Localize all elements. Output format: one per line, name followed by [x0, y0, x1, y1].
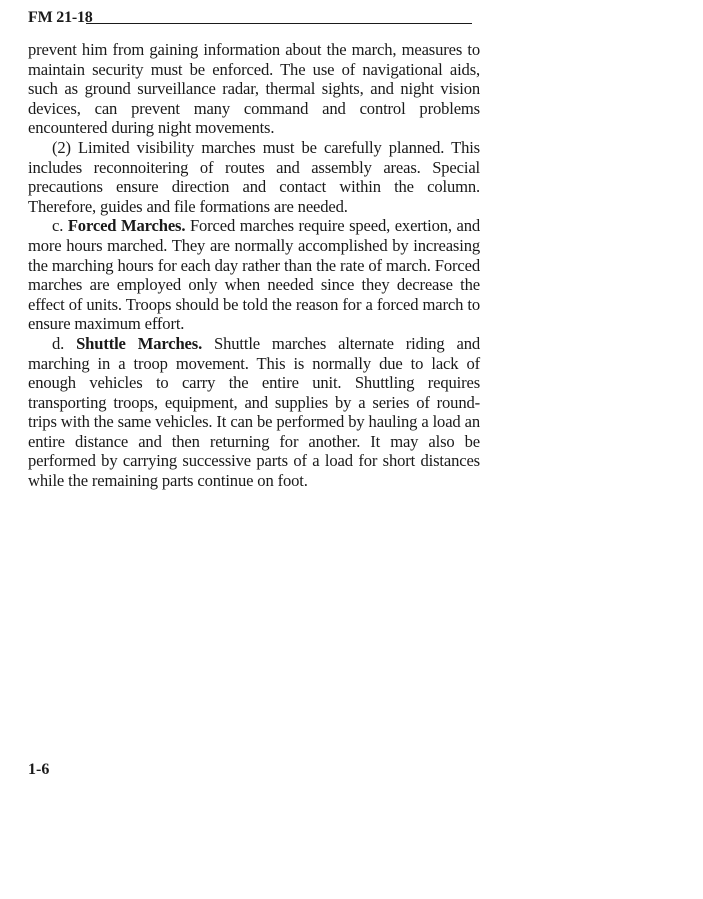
- paragraph-security: prevent him from gaining information about the march, measures to maintain security must be enforced. The use of navigational aids, such as ground surveillance radar, thermal sights, and night vision devices, can prevent many command and control problems encountered during night movements.: [28, 40, 480, 138]
- paragraph-label: c.: [52, 216, 68, 236]
- paragraph-body: Forced marches require speed, exertion, and more hours marched. They are normally accomplished by increasing the marching hours for each day rather than the rate of march. Forced marches are employed only when needed since they decrease the effect of units. Troops should be told the reason for a forced march to ensure maximum effort.: [28, 216, 480, 334]
- paragraph-forced-marches: [28, 216, 480, 334]
- paragraph-shuttle-marches: [28, 334, 480, 491]
- section-heading-forced-marches: Forced Marches.: [67, 216, 186, 236]
- body-text: [28, 40, 480, 491]
- paragraph-body: Shuttle marches alternate riding and marching in a troop movement. This is normally due to lack of enough vehicles to carry the entire unit. Shuttling requires transporting troops, equipment, and supplies by a series of round-trips with the same vehicles. It can be performed by hauling a load an entire distance and then returning for another. It may also be performed by carrying successive parts of a load for short distances while the remaining parts continue on foot.: [28, 333, 480, 491]
- paragraph-limited-visibility: (2) Limited visibility marches must be carefully planned. This includes reconnoitering of routes and assembly areas. Special precautions ensure direction and contact within the column. Therefore, guides and file formations are needed.: [28, 137, 480, 216]
- section-heading-shuttle-marches: Shuttle Marches.: [76, 333, 203, 353]
- header-rule: [86, 23, 472, 24]
- page-number: 1-6: [28, 761, 50, 778]
- page-header: [28, 8, 472, 32]
- paragraph-label: d.: [52, 333, 77, 353]
- document-code: FM 21-18: [28, 9, 93, 26]
